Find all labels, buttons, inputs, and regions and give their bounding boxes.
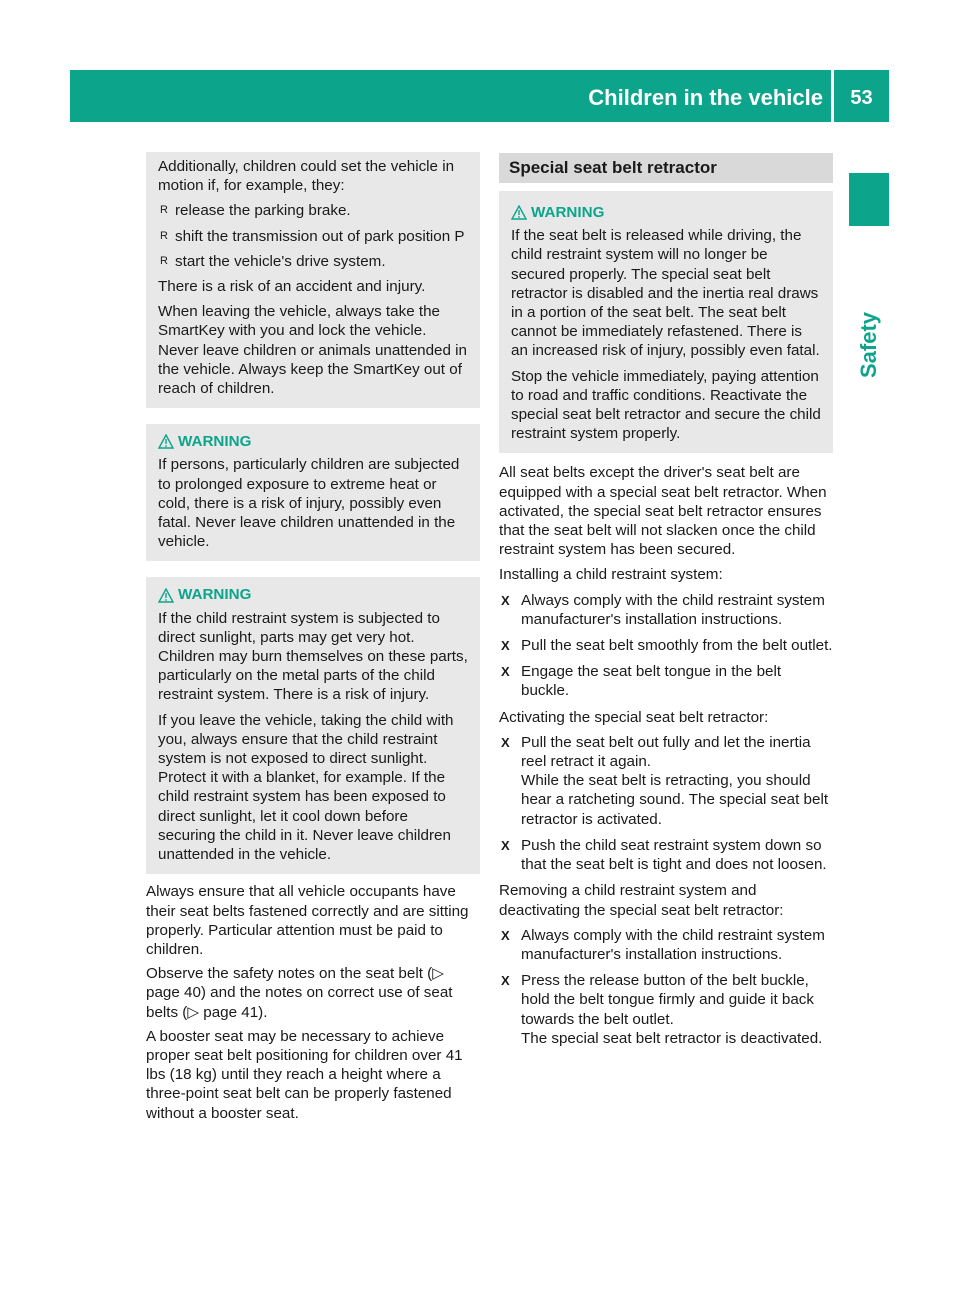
risk-statement: There is a risk of an accident and injury. (158, 278, 426, 296)
procedure-heading: Installing a child restraint system: (499, 566, 723, 584)
step-text: Press the release button of the belt buckle, hold the belt tongue firmly and guide it back towards the belt outlet. (521, 972, 814, 1028)
procedure-step (499, 926, 833, 964)
warning-triangle-icon (158, 588, 178, 603)
list-item-text: shift the transmission out of park position P (175, 227, 465, 245)
paragraph: A booster seat may be necessary to achieve proper seat belt positioning for children over 41 lbs (18 kg) until they reach a height where a three-point seat belt can be properly fastened without a booster seat. (146, 1027, 463, 1122)
step-arrow-icon: X (501, 927, 510, 943)
running-header-title: Children in the vehicle (588, 85, 823, 110)
left-body-text (146, 882, 480, 1122)
warning-text: If you leave the vehicle, taking the child with you, always ensure that the child restraint system is not exposed to direct sunlight. Protect it with a blanket, for example. If the child restraint system has been exposed to direct sunlight, let it cool down before securing the child in it. Never leave children unattended in the vehicle. (158, 711, 454, 864)
right-body-text (499, 463, 833, 1047)
right-column (499, 153, 833, 1055)
warning-label: WARNING (178, 586, 252, 604)
section-tab-label: Safety (856, 311, 881, 379)
warning-label: WARNING (531, 204, 605, 221)
procedure-step (499, 733, 833, 829)
step-text: Pull the seat belt out fully and let the inertia reel retract it again. (521, 733, 811, 771)
step-arrow-icon: X (501, 664, 510, 680)
section-heading: Special seat belt retractor (499, 153, 833, 183)
warning-triangle-icon (158, 434, 178, 449)
list-item-text: start the vehicle's drive system. (175, 252, 386, 270)
smartkey-advice: When leaving the vehicle, always take the SmartKey with you and lock the vehicle. Never leave children or animals unattended in the vehicle. Always keep the SmartKey out of reach of children. (158, 303, 467, 398)
paragraph: Observe the safety notes on the seat belt (▷ page 40) and the notes on correct use of seat belts (▷ page 41). (146, 965, 453, 1021)
warning-text: If persons, particularly children are subjected to prolonged exposure to extreme heat or cold, there is a risk of injury, possibly even fatal. Never leave children unattended in the vehicle. (158, 456, 460, 551)
bullet-r-icon: R (160, 229, 168, 242)
procedure-step (499, 971, 833, 1048)
bullet-r-icon: R (160, 254, 168, 267)
step-arrow-icon: X (501, 734, 510, 750)
step-text: Push the child seat restraint system down so that the seat belt is tight and does not loosen. (521, 836, 827, 874)
step-arrow-icon: X (501, 592, 510, 608)
warning-heading (511, 203, 821, 222)
step-text: Pull the seat belt smoothly from the belt outlet. (521, 637, 833, 655)
list-item (158, 201, 468, 220)
warning-heading (158, 432, 468, 451)
list-item-text: release the parking brake. (175, 202, 351, 220)
box-intro: Additionally, children could set the vehicle in motion if, for example, they: (158, 158, 455, 195)
procedure-heading: Activating the special seat belt retractor: (499, 708, 769, 726)
warning-triangle-icon (511, 205, 531, 220)
list-item (158, 227, 468, 246)
warning-box-sunlight (146, 577, 480, 874)
warning-box-heat (146, 424, 480, 561)
step-arrow-icon: X (501, 638, 510, 654)
list-item (158, 252, 468, 271)
procedure-step (499, 636, 833, 655)
children-risk-box (146, 152, 480, 408)
step-result: The special seat belt retractor is deactivated. (521, 1029, 823, 1047)
step-arrow-icon: X (501, 837, 510, 853)
step-text: Always comply with the child restraint system manufacturer's installation instructions. (521, 926, 825, 963)
procedure-heading: Removing a child restraint system and deactivating the special seat belt retractor: (499, 882, 784, 919)
warning-text: Stop the vehicle immediately, paying attention to road and traffic conditions. Reactivate the special seat belt retractor and secure the child restraint system properly. (511, 367, 821, 443)
step-text: Always comply with the child restraint system manufacturer's installation instructions. (521, 591, 825, 628)
warning-label: WARNING (178, 433, 252, 451)
warning-box-retractor (499, 191, 833, 453)
paragraph: All seat belts except the driver's seat belt are equipped with a special seat belt retractor. When activated, the special seat belt retractor ensures that the seat belt will not slacken once the child restraint system has been secured. (499, 464, 827, 559)
procedure-step (499, 662, 833, 700)
paragraph: Always ensure that all vehicle occupants have their seat belts fastened correctly and are sitting properly. Particular attention must be paid to children. (146, 883, 469, 958)
procedure-step (499, 591, 833, 629)
left-column (146, 152, 480, 1128)
warning-heading (158, 585, 468, 604)
page-number: 53 (850, 87, 873, 109)
step-result: While the seat belt is retracting, you should hear a ratcheting sound. The special seat belt retractor is activated. (521, 772, 829, 828)
step-arrow-icon: X (501, 973, 510, 989)
procedure-step (499, 836, 833, 874)
bullet-r-icon: R (160, 204, 168, 217)
warning-text: If the child restraint system is subjected to direct sunlight, parts may get very hot. Children may burn themselves on these parts, particularly on the metal parts of the child restraint system. There is a risk of injury. (158, 609, 468, 704)
section-tab-marker (849, 173, 889, 226)
warning-text: If the seat belt is released while driving, the child restraint system will no longer be secured properly. The special seat belt retractor is disabled and the inertia real draws in a portion of the seat belt. The seat belt cannot be immediately refastened. There is an increased risk of injury, possibly even fatal. (511, 227, 820, 360)
step-text: Engage the seat belt tongue in the belt buckle. (521, 663, 782, 700)
